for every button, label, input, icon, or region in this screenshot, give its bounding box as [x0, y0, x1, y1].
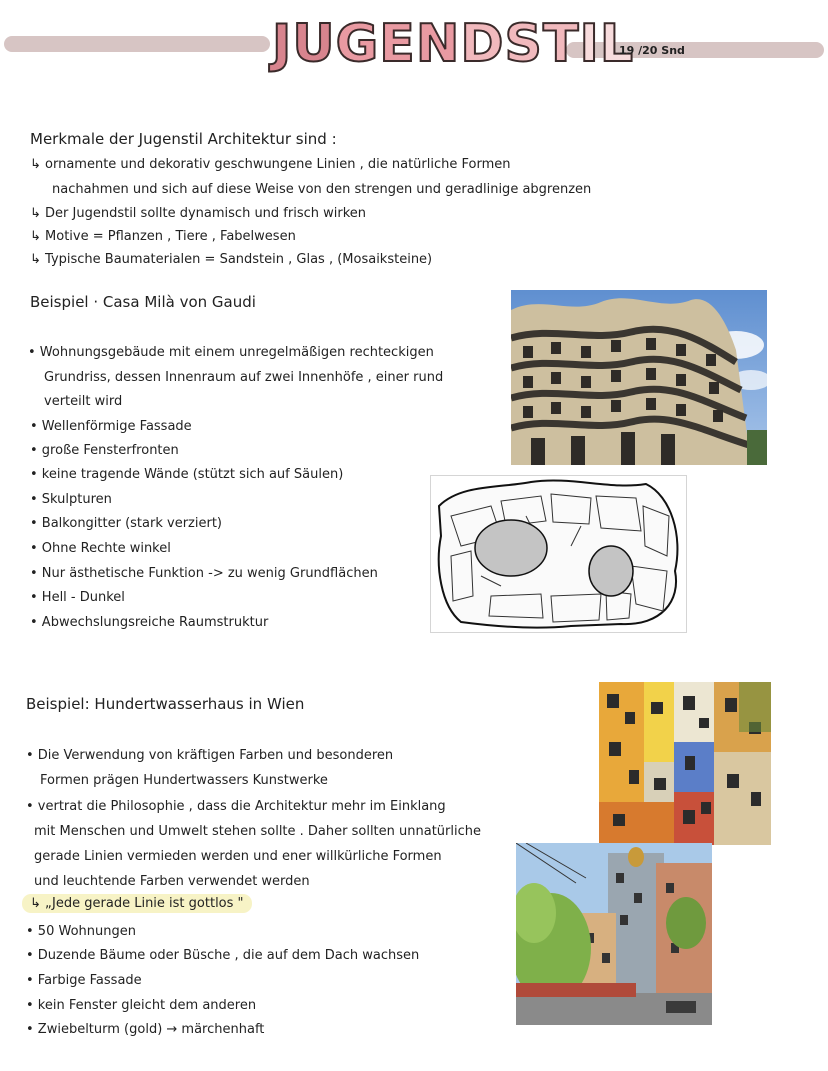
intro-line: ↳ Motive = Pflanzen , Tiere , Fabelwesen: [30, 229, 296, 244]
example1-line: • Nur ästhetische Funktion -> zu wenig Grundflächen: [30, 566, 378, 581]
example1-line: • Hell - Dunkel: [30, 590, 125, 605]
example1-line: • Abwechslungsreiche Raumstruktur: [30, 615, 269, 630]
example1-line: • große Fensterfronten: [30, 443, 179, 458]
example1-line: • keine tragende Wände (stützt sich auf Säulen): [30, 467, 344, 482]
intro-line: ↳ ornamente und dekorativ geschwungene Linien , die natürliche Formen: [30, 157, 511, 172]
intro-heading: Merkmale der Jugenstil Architektur sind :: [30, 130, 337, 148]
example2-line: • 50 Wohnungen: [26, 924, 136, 939]
example2-line: • Die Verwendung von kräftigen Farben und besonderen: [26, 748, 394, 763]
example2-line: • vertrat die Philosophie , dass die Architektur mehr im Einklang: [26, 799, 446, 814]
hundertwasser-facade-photo: [599, 682, 771, 845]
example2-line: mit Menschen und Umwelt stehen sollte . Daher sollten unnatürliche: [34, 824, 482, 839]
example2-line: • kein Fenster gleicht dem anderen: [26, 998, 257, 1013]
example2-line: • Duzende Bäume oder Büsche , die auf dem Dach wachsen: [26, 948, 420, 963]
example1-line: • Wohnungsgebäude mit einem unregelmäßigen rechteckigen: [28, 345, 434, 360]
intro-line: nachahmen und sich auf diese Weise von den strengen und geradlinige abgrenzen: [52, 182, 592, 197]
example2-line: • Farbige Fassade: [26, 973, 142, 988]
date-label: 19 /20 Snd: [619, 44, 685, 57]
example1-line: verteilt wird: [44, 394, 123, 409]
example2-heading: Beispiel: Hundertwasserhaus in Wien: [26, 695, 305, 713]
hundertwasser-street-photo: [516, 843, 712, 1025]
example1-heading: Beispiel · Casa Milà von Gaudi: [30, 293, 256, 311]
page-title: JUGENDSTIL: [272, 14, 634, 74]
example2-quote: [22, 897, 252, 910]
casa-mila-photo: [511, 290, 767, 465]
example2-line: Formen prägen Hundertwassers Kunstwerke: [40, 773, 328, 788]
header-bar-left: [4, 36, 270, 52]
example1-line: • Skulpturen: [30, 492, 112, 507]
intro-line: ↳ Typische Baumaterialen = Sandstein , Glas , (Mosaiksteine): [30, 252, 433, 267]
example2-line: • Zwiebelturm (gold) → märchenhaft: [26, 1022, 265, 1037]
example1-line: • Wellenförmige Fassade: [30, 419, 192, 434]
quote-highlight: ↳ „Jede gerade Linie ist gottlos ": [22, 894, 252, 913]
example1-line: • Balkongitter (stark verziert): [30, 516, 222, 531]
example2-line: und leuchtende Farben verwendet werden: [34, 874, 310, 889]
example2-line: gerade Linien vermieden werden und ener willkürliche Formen: [34, 849, 442, 864]
floor-plan-drawing: [430, 475, 687, 633]
intro-line: ↳ Der Jugendstil sollte dynamisch und frisch wirken: [30, 206, 367, 221]
example1-line: Grundriss, dessen Innenraum auf zwei Innenhöfe , einer rund: [44, 370, 444, 385]
example1-line: • Ohne Rechte winkel: [30, 541, 171, 556]
